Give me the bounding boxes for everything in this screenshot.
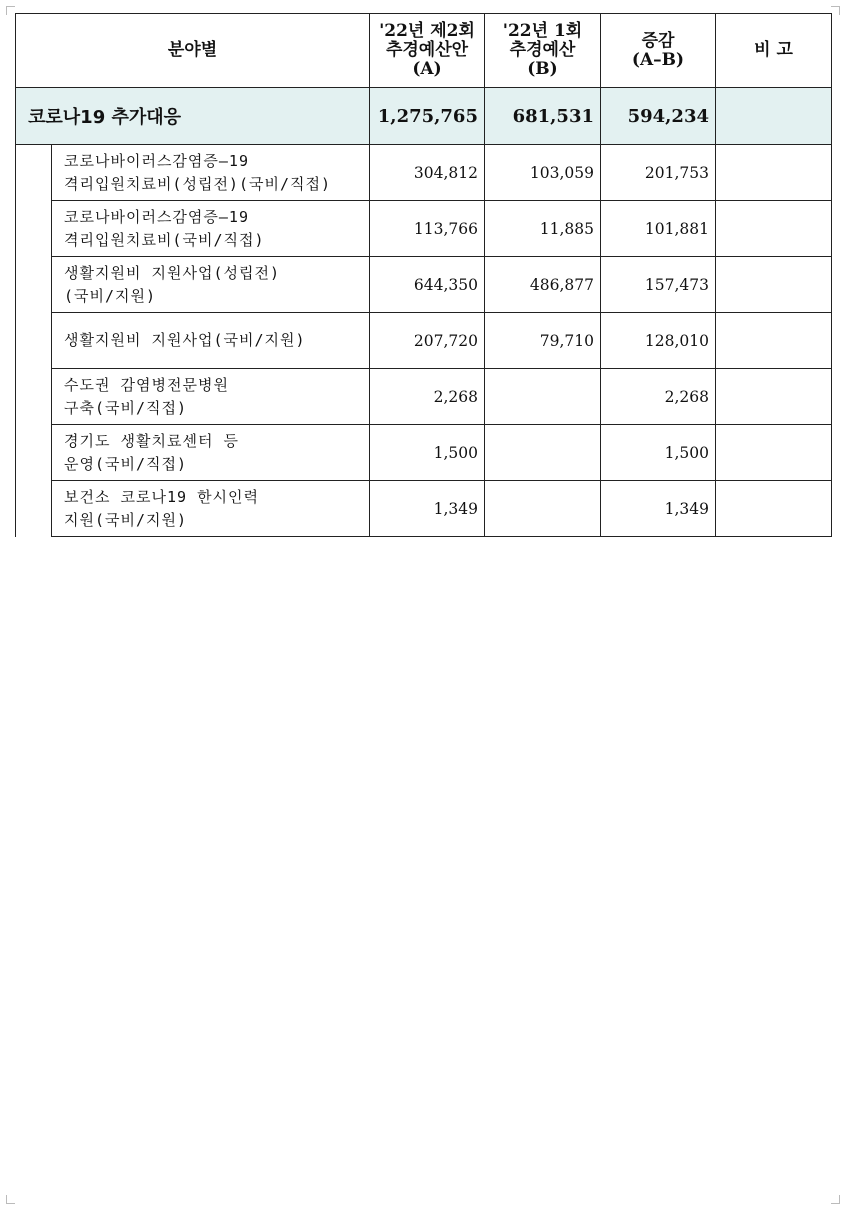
- item-note: [716, 145, 832, 201]
- page-corner-mark: [6, 6, 15, 15]
- item-value-a: 207,720: [370, 313, 485, 369]
- item-value-b: [485, 425, 601, 481]
- summary-label: 코로나19 추가대응: [16, 88, 370, 145]
- item-value-diff: 101,881: [601, 201, 716, 257]
- item-name: [52, 257, 370, 313]
- header-category: 분야별: [16, 14, 370, 88]
- item-name-line: 보건소 코로나19 한시인력: [64, 487, 260, 506]
- item-note: [716, 369, 832, 425]
- item-name-line: 생활지원비 지원사업(성립전): [64, 263, 280, 282]
- header-col-a: '22년 제2회 추경예산안 (A): [370, 14, 485, 88]
- item-value-a: 2,268: [370, 369, 485, 425]
- item-name-line: 코로나바이러스감염증–19: [64, 207, 249, 226]
- item-value-diff: 201,753: [601, 145, 716, 201]
- item-name: [52, 145, 370, 201]
- item-name: [52, 201, 370, 257]
- table-row: [16, 425, 832, 481]
- item-value-a: 1,349: [370, 481, 485, 537]
- table-row: [16, 257, 832, 313]
- summary-value-diff: 594,234: [601, 88, 716, 145]
- item-name-line: 구축(국비/직접): [64, 398, 188, 417]
- item-value-b: 486,877: [485, 257, 601, 313]
- table-row: [16, 481, 832, 537]
- summary-value-b: 681,531: [485, 88, 601, 145]
- page-corner-mark: [831, 1195, 840, 1204]
- item-value-b: 79,710: [485, 313, 601, 369]
- page-corner-mark: [6, 1195, 15, 1204]
- table-row: [16, 369, 832, 425]
- page-corner-mark: [831, 6, 840, 15]
- item-note: [716, 257, 832, 313]
- item-value-diff: 1,349: [601, 481, 716, 537]
- item-value-a: 644,350: [370, 257, 485, 313]
- item-note: [716, 425, 832, 481]
- item-name-line: 격리입원치료비(성립전)(국비/직접): [64, 174, 332, 193]
- item-name-line: 경기도 생활치료센터 등: [64, 431, 239, 450]
- table-row: [16, 201, 832, 257]
- table-row: [16, 313, 832, 369]
- header-col-diff: 증감 (A–B): [601, 14, 716, 88]
- item-value-a: 113,766: [370, 201, 485, 257]
- item-note: [716, 481, 832, 537]
- item-value-b: [485, 481, 601, 537]
- header-col-note: 비 고: [716, 14, 832, 88]
- item-name-line: 운영(국비/직접): [64, 454, 188, 473]
- table-row: [16, 145, 832, 201]
- item-name-line: 코로나바이러스감염증–19: [64, 151, 249, 170]
- indent-cell: [16, 145, 52, 537]
- item-name: [52, 369, 370, 425]
- item-name: [52, 481, 370, 537]
- item-name-line: 지원(국비/지원): [64, 510, 188, 529]
- item-value-b: [485, 369, 601, 425]
- item-name-line: 수도권 감염병전문병원: [64, 375, 229, 394]
- summary-value-a: 1,275,765: [370, 88, 485, 145]
- item-value-diff: 128,010: [601, 313, 716, 369]
- item-value-diff: 157,473: [601, 257, 716, 313]
- budget-table: [15, 13, 832, 537]
- item-value-a: 304,812: [370, 145, 485, 201]
- header-col-b: '22년 1회 추경예산 (B): [485, 14, 601, 88]
- item-note: [716, 201, 832, 257]
- item-value-a: 1,500: [370, 425, 485, 481]
- item-name: [52, 313, 370, 369]
- item-name: [52, 425, 370, 481]
- item-value-b: 11,885: [485, 201, 601, 257]
- item-note: [716, 313, 832, 369]
- item-value-diff: 2,268: [601, 369, 716, 425]
- summary-row: [16, 88, 832, 145]
- header-row: [16, 14, 832, 88]
- item-name-line: 격리입원치료비(국비/직접): [64, 230, 265, 249]
- item-value-b: 103,059: [485, 145, 601, 201]
- item-name-line: 생활지원비 지원사업(국비/지원): [64, 331, 306, 349]
- item-name-line: (국비/지원): [64, 286, 157, 305]
- summary-note: [716, 88, 832, 145]
- item-value-diff: 1,500: [601, 425, 716, 481]
